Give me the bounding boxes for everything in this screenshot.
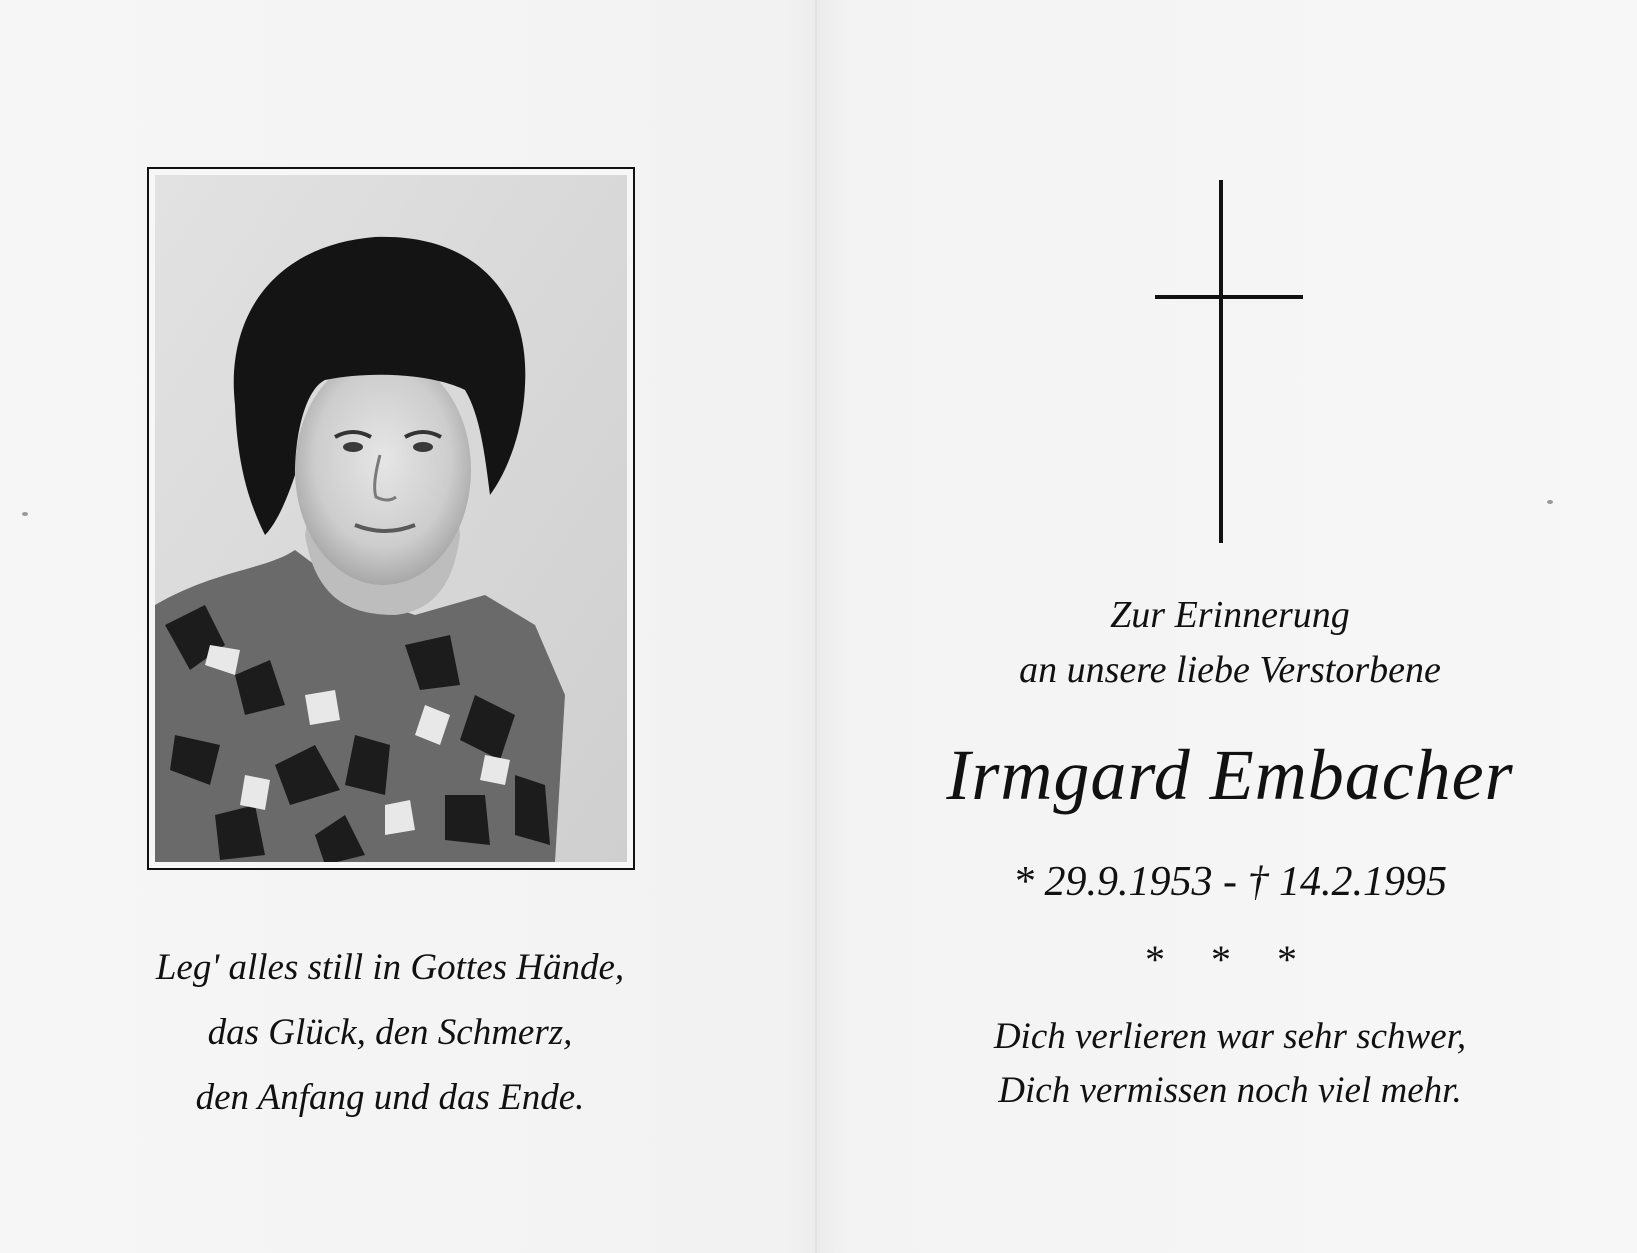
star-separator: * * * [1145, 937, 1315, 982]
memory-heading: Zur Erinnerung [1110, 594, 1350, 636]
portrait-illustration [155, 175, 627, 862]
left-verse-line: den Anfang und das Ende. [195, 1077, 585, 1118]
left-verse-line: Leg' alles still in Gottes Hände, [155, 947, 625, 988]
photo-frame [147, 167, 635, 870]
card-fold [815, 0, 817, 1253]
portrait-photo [155, 175, 627, 862]
paper-speck [1547, 500, 1553, 504]
cross-horizontal-bar [1155, 295, 1303, 299]
paper-speck [22, 512, 28, 516]
cross-vertical-bar [1219, 180, 1223, 543]
left-verse [60, 935, 720, 1130]
life-dates: * 29.9.1953 - † 14.2.1995 [1013, 859, 1447, 905]
right-verse-line: Dich verlieren war sehr schwer, [993, 1016, 1467, 1057]
memory-subheading: an unsere liebe Verstorbene [1019, 649, 1441, 691]
right-verse [880, 1010, 1580, 1118]
deceased-name: Irmgard Embacher [946, 735, 1514, 815]
right-verse-line: Dich vermissen noch viel mehr. [998, 1070, 1462, 1111]
left-verse-line: das Glück, den Schmerz, [207, 1012, 573, 1053]
